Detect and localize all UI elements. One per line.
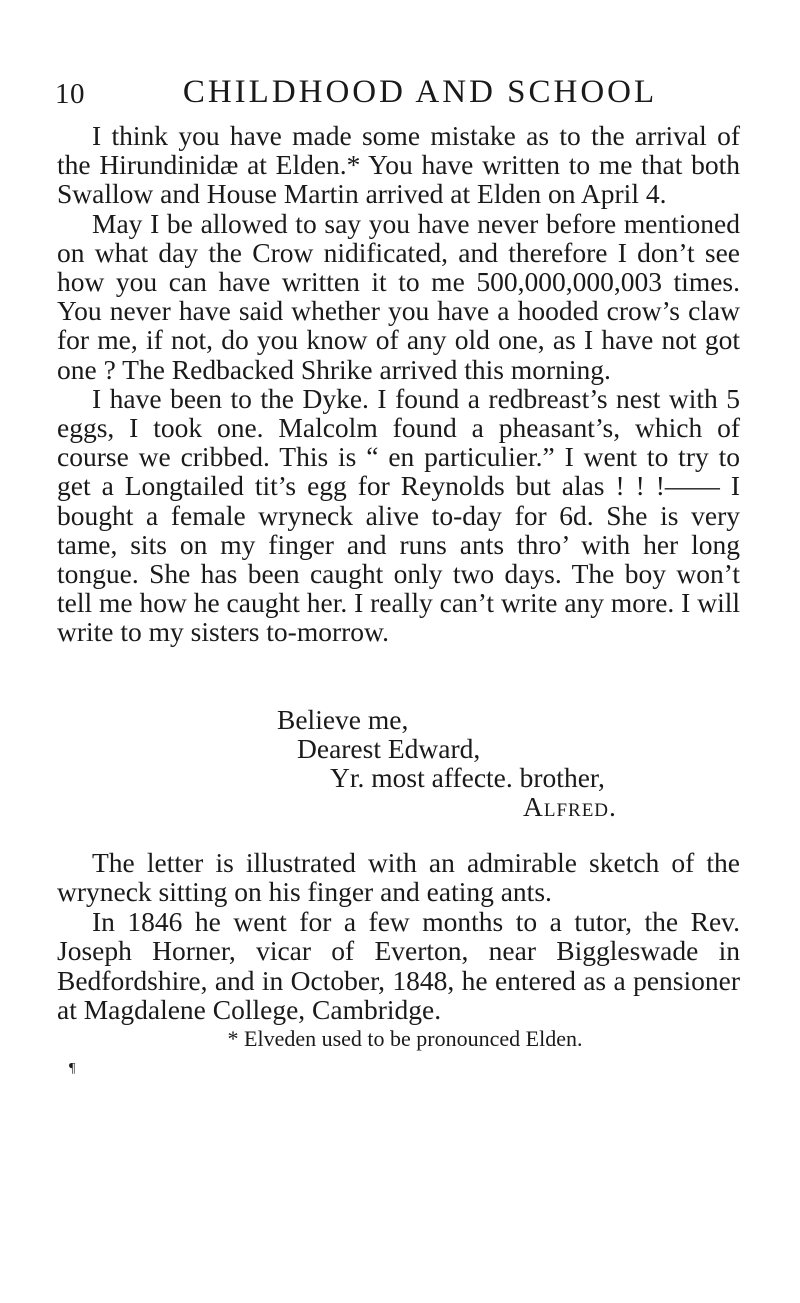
closing-line: Dearest Edward, — [297, 733, 481, 764]
letter-closing — [0, 705, 800, 821]
narrative-paragraph: In 1846 he went for a few months to a tutor, the Rev. Joseph Horner, vicar of Everton, near Biggleswade in Bedfordshire, and in October, 1848, he entered as a pensioner at Magdalene College, Cambridge. — [57, 905, 740, 1026]
signature: Alfred. — [523, 791, 617, 822]
page-number: 10 — [55, 78, 85, 110]
narrative-body — [57, 848, 740, 1024]
letter-paragraph: I have been to the Dyke. I found a redbreast’s nest with 5 eggs, I took one. Malcolm found a pheasant’s, which of course we cribbed. This is “ en particulier.” I went to try to get a Longtailed tit’s egg for Reynolds but alas ! ! !—— I bought a female wryneck alive to-day for 6d. She is very tame, sits on my finger and runs ants thro’ with her long tongue. She has been caught only two days. The boy won’t tell me how he caught her. I really can’t write any more. I will write to my sisters to-morrow. — [57, 382, 740, 648]
letter-body — [57, 121, 740, 647]
letter-paragraph: I think you have made some mistake as to the arrival of the Hirundinidæ at Elden.* You have written to me that both Swallow and House Martin arrived at Elden on April 4. — [57, 120, 740, 210]
closing-line: Yr. most affecte. brother, — [330, 762, 605, 793]
closing-line: Believe me, — [277, 704, 409, 735]
running-head: CHILDHOOD AND SCHOOL — [182, 74, 658, 110]
stray-mark: ¶ — [69, 1061, 76, 1076]
narrative-paragraph: The letter is illustrated with an admirable sketch of the wryneck sitting on his finger and eating ants. — [57, 847, 740, 908]
letter-paragraph: May I be allowed to say you have never before mentioned on what day the Crow nidificated, and therefore I don’t see how you can have written it to me 500,000,000,003 times. You never have said whether you have a hooded crow’s claw for me, if not, do you know of any old one, as I have not got one ? The Redbacked Shrike arrived this morning. — [57, 207, 740, 385]
footnote: * Elveden used to be pronounced Elden. — [227, 1026, 583, 1051]
